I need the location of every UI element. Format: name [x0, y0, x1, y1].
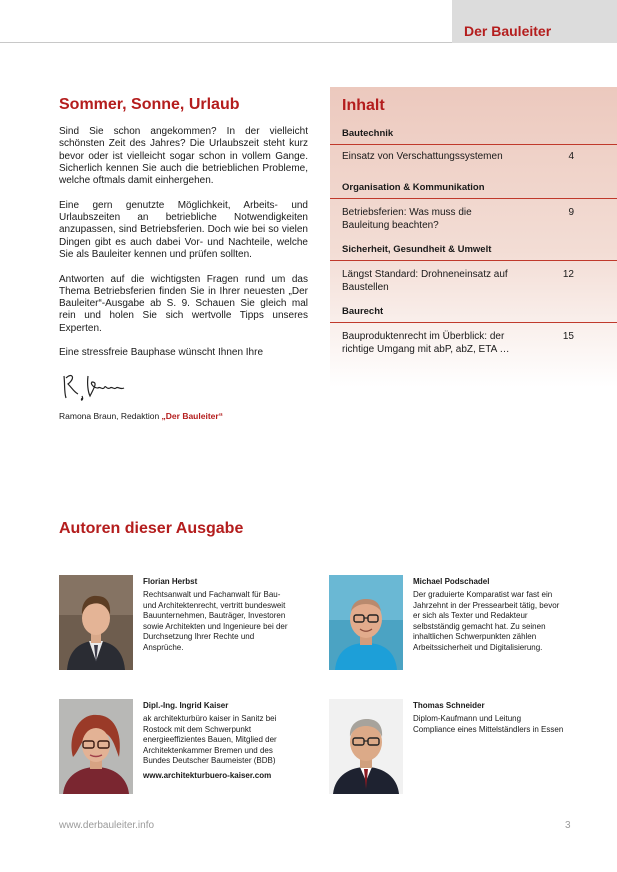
- author-name: Florian Herbst: [143, 577, 198, 586]
- toc-page-number: 9: [568, 207, 574, 218]
- signer-brand: „Der Bauleiter“: [161, 411, 223, 421]
- toc-divider: [330, 322, 617, 323]
- signer-line: [59, 411, 223, 421]
- toc-page-number: 12: [562, 269, 574, 280]
- toc-entry: Betriebsferien: Was muss die Bauleitung beachten?: [342, 207, 472, 231]
- toc-divider: [330, 144, 617, 145]
- brand-title: Der Bauleiter: [464, 23, 552, 39]
- editorial-title: Sommer, Sonne, Urlaub: [59, 96, 240, 113]
- toc-page-number: 4: [568, 151, 574, 162]
- author-bio: ak architekturbüro kaiser in Sanitz bei Rostock mit dem Schwerpunkt energieeffizientes Bauen, Mitglied der Architektenkammer Bremen und des Bundes Deutscher Baumeister (BDB): [143, 714, 277, 766]
- author-name: Michael Podschadel: [413, 577, 490, 586]
- toc-title: Inhalt: [342, 97, 385, 114]
- table-of-contents: [330, 87, 617, 387]
- editorial-body: [59, 126, 308, 372]
- editorial-paragraph: Antworten auf die wichtigsten Fragen rund um das Thema Betriebsferien finden Sie in Ihrer neuesten „Der Bauleiter“-Ausgabe ab S. 9. Schauen Sie gleich mal rein und holen Sie sich wertvolle Tipps unseres Experten.: [59, 273, 308, 334]
- toc-entry: Bauproduktenrecht im Überblick: der richtige Umgang mit abP, abZ, ETA …: [342, 331, 510, 355]
- toc-section-heading: Organisation & Kommunikation: [342, 182, 485, 193]
- authors-title: Autoren dieser Ausgabe: [59, 520, 244, 537]
- brand-tab: [452, 0, 617, 43]
- author-website-link[interactable]: www.architekturbuero-kaiser.com: [143, 771, 272, 780]
- toc-divider: [330, 260, 617, 261]
- toc-section-heading: Bautechnik: [342, 128, 394, 139]
- author-photo: [329, 575, 403, 670]
- toc-page-number: 15: [562, 331, 574, 342]
- editorial-paragraph: Sind Sie schon angekommen? In der vielleicht schönsten Zeit des Jahres? Die Urlaubszeit steht kurz bevor oder ist vielleicht sogar schon in vollem Gange. Sicherlich kennen Sie auch die betrieblichen Probleme, welche oftmals damit einhergehen.: [59, 126, 308, 187]
- author-photo: [329, 699, 403, 794]
- page-number: 3: [565, 820, 571, 831]
- author-bio: Rechtsanwalt und Fachanwalt für Bau- und Architektenrecht, vertritt bundesweit Bauunternehmen, Bauträger, Investoren sowie Architekten und Ingenieure bei der Durchsetzung Ihrer Rechte und Ansprüche.: [143, 590, 288, 652]
- author-bio: Der graduierte Komparatist war fast ein Jahrzehnt in der Pressearbeit tätig, bevor er sich als Texter und Redakteur selbstständig gemacht hat. Zu seinen inhaltlichen Schwerpunkten zählen Arbeitssicherheit und Digitalisierung.: [413, 590, 560, 652]
- signature-image: [60, 368, 132, 404]
- footer-website-link[interactable]: www.derbauleiter.info: [59, 820, 155, 831]
- toc-entry: Längst Standard: Drohneneinsatz auf Baustellen: [342, 269, 508, 293]
- signer-name: Ramona Braun, Redaktion: [59, 411, 162, 421]
- author-name: Dipl.-Ing. Ingrid Kaiser: [143, 701, 229, 710]
- toc-entry: Einsatz von Verschattungssystemen: [342, 151, 503, 162]
- toc-section-heading: Baurecht: [342, 306, 384, 317]
- editorial-paragraph: Eine gern genutzte Möglichkeit, Arbeits- und Urlaubszeiten an betriebliche Notwendigkeiten anzupassen, sind Betriebsferien. Doch wie bei so vielen Dingen gibt es auch dabei Vor- und Nachteile, welche Sie als Bauleiter kennen und prüfen sollten.: [59, 199, 308, 260]
- toc-section-heading: Sicherheit, Gesundheit & Umwelt: [342, 244, 492, 255]
- author-bio: Diplom-Kaufmann und Leitung Compliance eines Mittelständlers in Essen: [413, 714, 564, 734]
- toc-divider: [330, 198, 617, 199]
- author-photo: [59, 699, 133, 794]
- author-photo: [59, 575, 133, 670]
- author-name: Thomas Schneider: [413, 701, 485, 710]
- editorial-paragraph: Eine stressfreie Bauphase wünscht Ihnen Ihre: [59, 347, 264, 359]
